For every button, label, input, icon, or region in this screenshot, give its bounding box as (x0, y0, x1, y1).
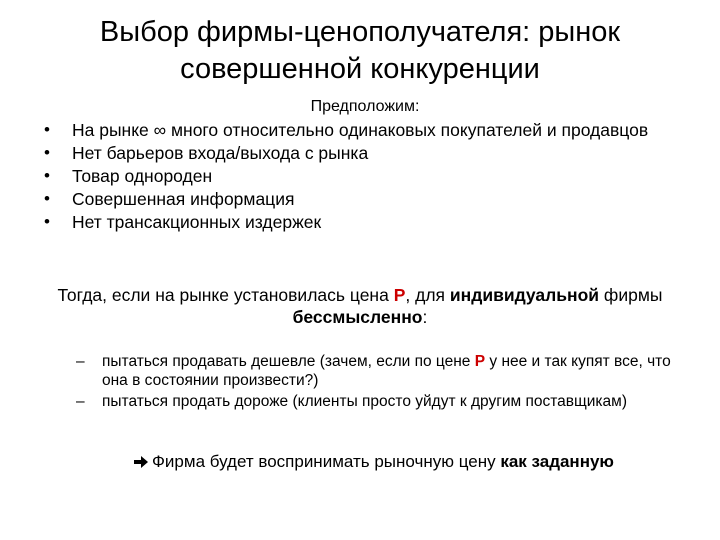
bullet-text: Нет трансакционных издержек (72, 212, 322, 232)
list-item (40, 166, 680, 186)
arrow-right-icon (134, 456, 148, 468)
bullet-text: Совершенная информация (72, 189, 295, 209)
sub-list (76, 352, 676, 413)
bullet-text: Товар однороден (72, 166, 213, 186)
list-item (40, 212, 680, 232)
bullet-text-prefix: На рынке (72, 120, 154, 140)
bullet-text-rest: много относительно одинаковых покупателей и продавцов (166, 120, 649, 140)
sub-text: пытаться продать дороже (клиенты просто уйдут к другим поставщикам) (102, 393, 627, 410)
list-item (40, 120, 680, 140)
list-item (76, 392, 676, 411)
bullet-marker: • (44, 120, 50, 139)
bullet-marker: • (44, 212, 50, 231)
title-line-2: совершенной конкуренции (180, 53, 540, 85)
infinity-symbol: ∞ (153, 120, 167, 140)
title-line-1: Выбор фирмы-ценополучателя: рынок (99, 16, 621, 48)
price-symbol: Р (474, 353, 486, 370)
conclusion-start (100, 452, 500, 471)
list-item (76, 352, 676, 390)
main-paragraph (30, 284, 690, 328)
bullet-marker: • (44, 143, 50, 162)
bold-word: бессмысленно (292, 307, 423, 327)
conclusion-bold: как заданную (500, 452, 614, 471)
bullet-marker: • (44, 166, 50, 185)
bullet-marker: • (44, 189, 50, 208)
assumption-list (40, 120, 680, 235)
slide-title (40, 14, 680, 88)
conclusion-text: Фирма будет воспринимать рыночную цену (152, 452, 501, 471)
list-item (40, 143, 680, 163)
sub-text: пытаться продавать дешевле (зачем, если по цене (102, 353, 475, 370)
paragraph-text: фирмы (599, 285, 663, 305)
price-symbol: Р (393, 285, 406, 305)
conclusion (100, 452, 620, 472)
bold-word: индивидуальной (449, 285, 600, 305)
paragraph-text: , для (405, 285, 450, 305)
list-item (40, 189, 680, 209)
paragraph-text: Тогда, если на рынке установилась цена (57, 285, 394, 305)
bullet-text: Нет барьеров входа/выхода с рынка (72, 143, 369, 163)
sub-text: у нее и так купят все, что она в состоянии произвести?) (102, 353, 671, 389)
dash-marker: – (76, 393, 85, 410)
dash-marker: – (76, 353, 85, 370)
intro-text: Предположим: (310, 98, 420, 115)
paragraph-text: : (422, 307, 428, 327)
